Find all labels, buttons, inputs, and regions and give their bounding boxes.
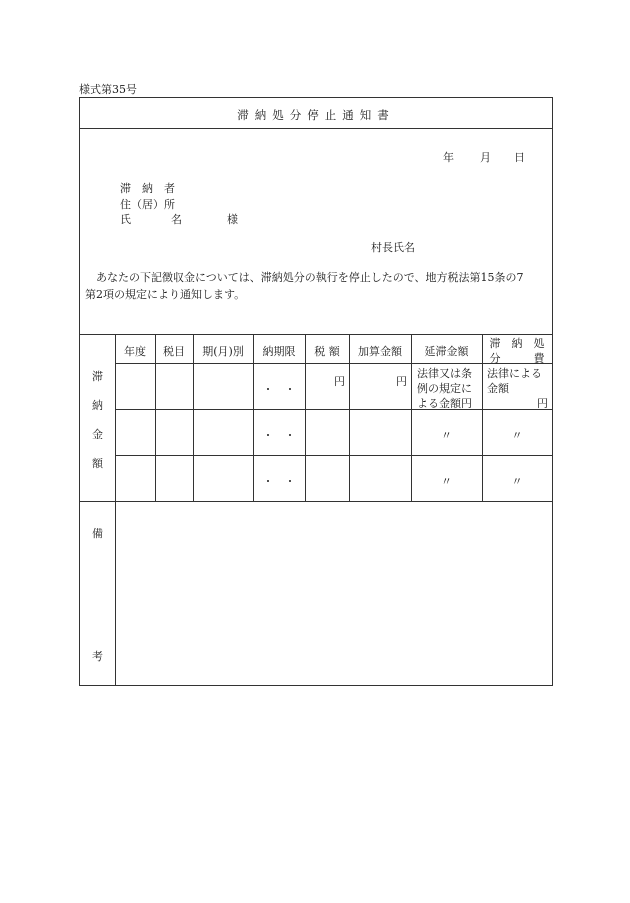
ditto-mark: 〃 bbox=[441, 429, 452, 442]
header-tax-amount: 税 額 bbox=[314, 345, 340, 358]
name-honorific: 様 bbox=[227, 213, 238, 226]
fee-yen: 円 bbox=[537, 397, 548, 410]
side-label-char: 納 bbox=[92, 399, 103, 412]
header-delinquency: 延滞金額 bbox=[424, 345, 469, 358]
header-period: 期(月)別 bbox=[202, 345, 244, 358]
col-divider bbox=[155, 334, 156, 501]
remarks-label-1: 備 bbox=[92, 527, 103, 540]
col-divider bbox=[193, 334, 194, 501]
due-date-dots: ・ ・ bbox=[262, 475, 296, 488]
ditto-mark: 〃 bbox=[441, 475, 452, 488]
due-date-dots: ・ ・ bbox=[262, 429, 296, 442]
delinquency-note-2: 例の規定に bbox=[417, 382, 472, 395]
header-tax-item: 税目 bbox=[163, 345, 185, 358]
body-text-line2: 第2項の規定により通知します。 bbox=[85, 288, 246, 301]
ditto-mark: 〃 bbox=[511, 429, 523, 442]
row-divider bbox=[115, 455, 552, 456]
remarks-divider bbox=[80, 501, 552, 502]
date-day: 日 bbox=[514, 151, 525, 164]
fee-note-1: 法律による bbox=[487, 367, 542, 380]
delinquency-note-1: 法律又は条 bbox=[417, 367, 472, 380]
name-label-b: 名 bbox=[171, 213, 182, 226]
form-frame bbox=[79, 97, 553, 686]
col-divider bbox=[349, 334, 350, 501]
col-divider bbox=[305, 334, 306, 501]
header-disposition-fee-1: 滞 納 処 bbox=[489, 337, 545, 350]
header-due-date: 納期限 bbox=[262, 345, 296, 358]
remarks-label-2: 考 bbox=[92, 650, 103, 663]
additional-yen: 円 bbox=[396, 375, 407, 388]
header-additional: 加算金額 bbox=[358, 345, 402, 358]
header-disposition-fee-2: 分 費 bbox=[489, 352, 545, 365]
date-year: 年 bbox=[443, 151, 454, 164]
delinquency-note-3: よる金額円 bbox=[417, 397, 472, 410]
title-divider bbox=[80, 128, 552, 129]
name-label-a: 氏 bbox=[120, 213, 131, 226]
form-title: 滞納処分停止通知書 bbox=[237, 108, 395, 122]
header-year: 年度 bbox=[124, 345, 146, 358]
date-month: 月 bbox=[480, 151, 491, 164]
fee-note-2: 金額 bbox=[487, 382, 509, 395]
ditto-mark: 〃 bbox=[511, 475, 523, 488]
addressee-label: 滞 納 者 bbox=[120, 182, 175, 195]
form-number: 様式第35号 bbox=[79, 83, 137, 96]
side-label-char: 金 bbox=[92, 428, 103, 441]
body-text-line1: あなたの下記徴収金については、滞納処分の執行を停止したので、地方税法第15条の7 bbox=[96, 271, 524, 284]
tax-amount-yen: 円 bbox=[334, 375, 345, 388]
side-label-char: 額 bbox=[92, 457, 103, 470]
side-label-divider bbox=[115, 334, 116, 685]
due-date-dots: ・ ・ bbox=[262, 383, 296, 396]
sender-name: 村長氏名 bbox=[371, 241, 415, 254]
address-label: 住（居）所 bbox=[120, 198, 175, 211]
side-label-char: 滞 bbox=[92, 370, 103, 383]
